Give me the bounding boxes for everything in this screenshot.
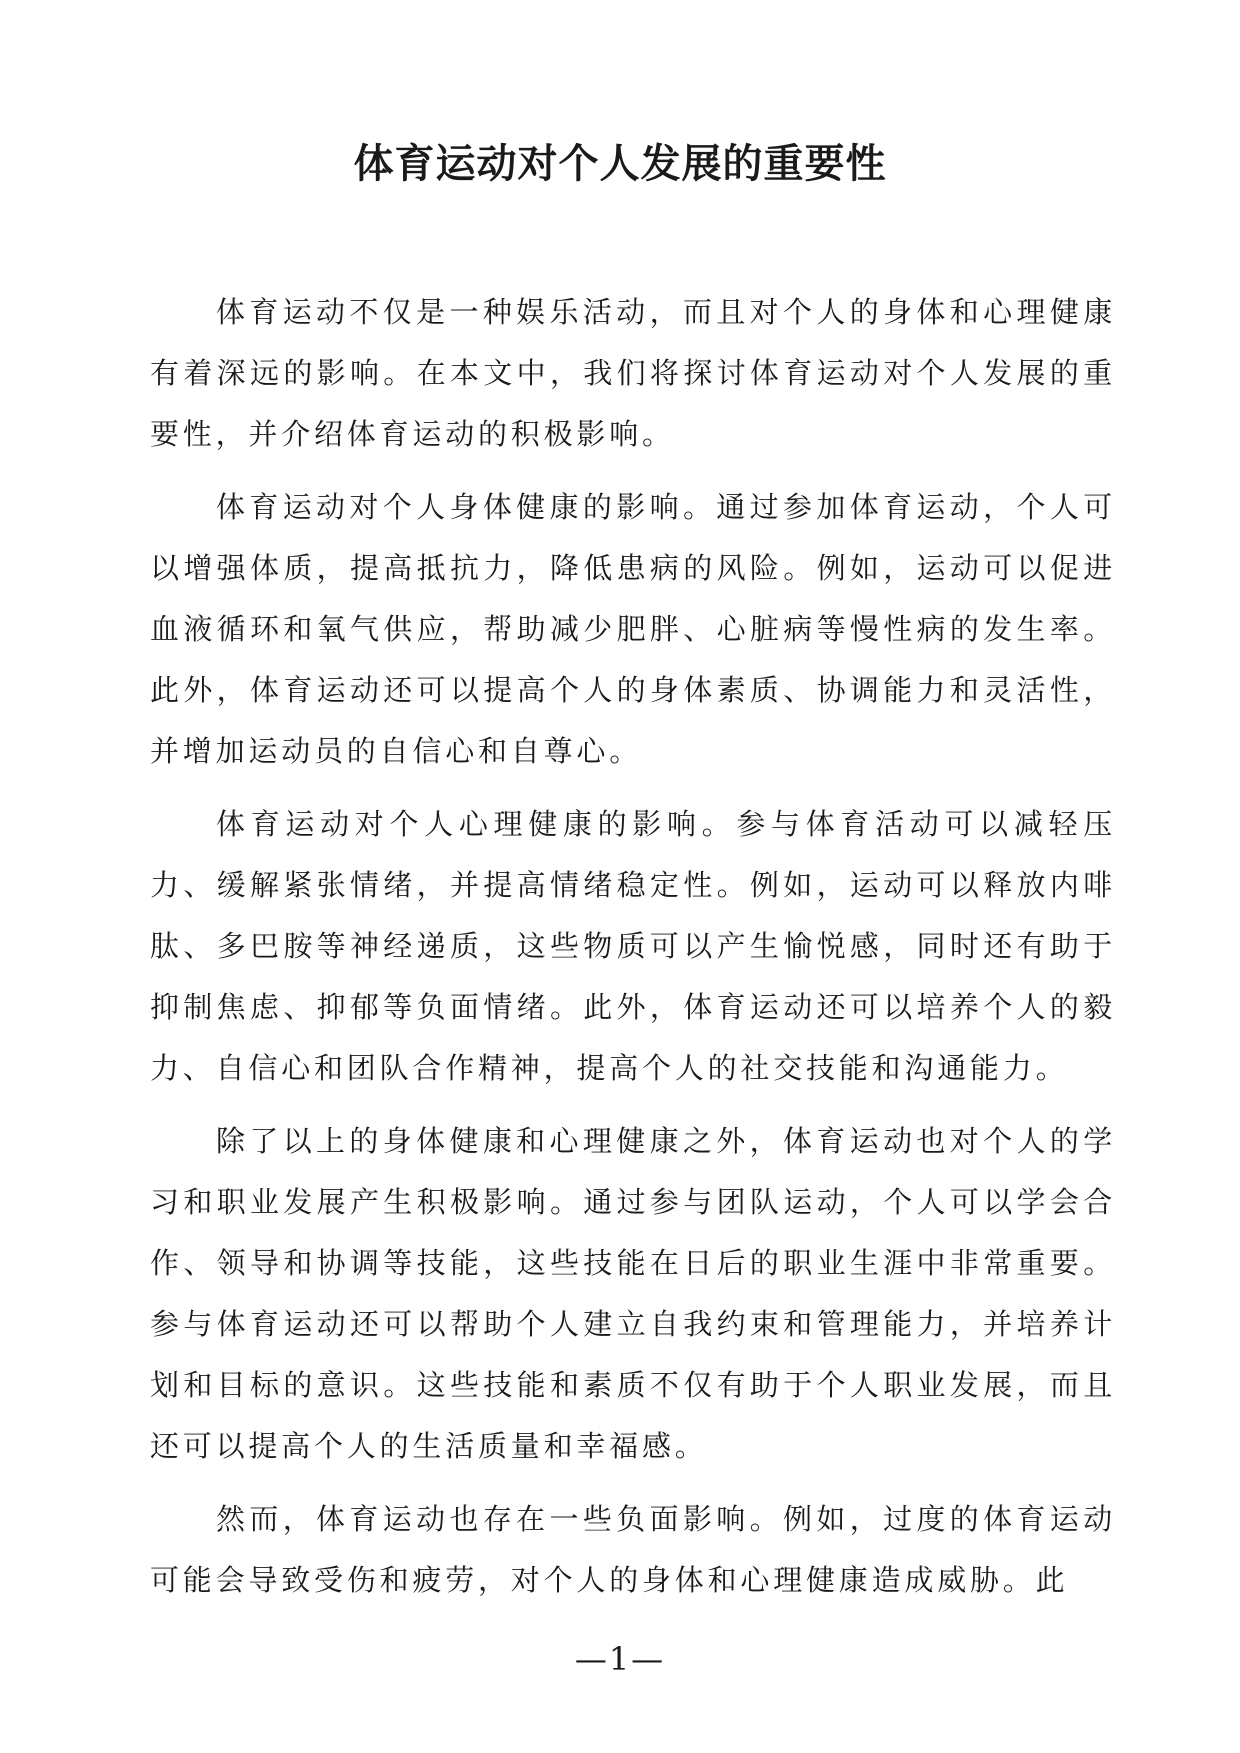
paragraph-physical-health: 体育运动对个人身体健康的影响。通过参加体育运动，个人可以增强体质，提高抵抗力，降低患病的风险。例如，运动可以促进血液循环和氧气供应，帮助减少肥胖、心脏病等慢性病的发生率。此外，体育运动还可以提高个人的身体素质、协调能力和灵活性，并增加运动员的自信心和自尊心。 (150, 490, 1116, 768)
paragraph-career-development: 除了以上的身体健康和心理健康之外，体育运动也对个人的学习和职业发展产生积极影响。通过参与团队运动，个人可以学会合作、领导和协调等技能，这些技能在日后的职业生涯中非常重要。参与体育运动还可以帮助个人建立自我约束和管理能力，并培养计划和目标的意识。这些技能和素质不仅有助于个人职业发展，而且还可以提高个人的生活质量和幸福感。 (150, 1124, 1116, 1463)
paragraph-intro: 体育运动不仅是一种娱乐活动，而且对个人的身体和心理健康有着深远的影响。在本文中，我们将探讨体育运动对个人发展的重要性，并介绍体育运动的积极影响。 (150, 295, 1116, 451)
paragraph-mental-health: 体育运动对个人心理健康的影响。参与体育活动可以减轻压力、缓解紧张情绪，并提高情绪稳定性。例如，运动可以释放内啡肽、多巴胺等神经递质，这些物质可以产生愉悦感，同时还有助于抑制焦虑、抑郁等负面情绪。此外，体育运动还可以培养个人的毅力、自信心和团队合作精神，提高个人的社交技能和沟通能力。 (150, 807, 1116, 1085)
paragraph-negative-effects: 然而，体育运动也存在一些负面影响。例如，过度的体育运动可能会导致受伤和疲劳，对个人的身体和心理健康造成威胁。此 (150, 1502, 1116, 1597)
document-body (150, 282, 1116, 1623)
page-number: —1— (574, 1640, 666, 1678)
document-title: 体育运动对个人发展的重要性 (353, 141, 887, 187)
